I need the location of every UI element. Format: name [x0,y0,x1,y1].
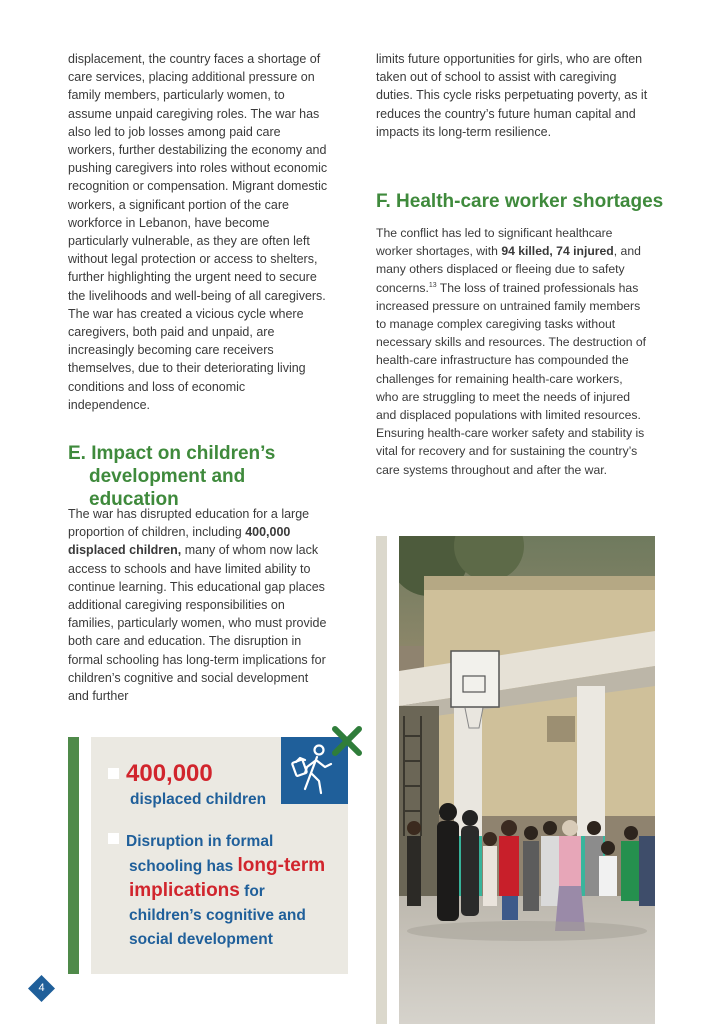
stat-number: 400,000 [126,760,213,787]
stat-label: displaced children [130,791,267,808]
point-red-emphasis: long-term implications [129,855,326,901]
point-part1: Disruption in formal [126,833,274,850]
section-e-heading-line1: E. Impact on children’s [68,443,276,464]
left-column-text [68,50,330,414]
page-number: 4 [38,982,45,994]
highlight-stat [108,760,308,810]
footnote-ref[interactable]: 13 [428,281,437,289]
section-f-heading: F. Health-care worker shortages [376,191,664,212]
photo-accent-bar [376,536,387,1024]
right-paragraph: limits future opportunities for girls, who are often taken out of school to assist with caregiving duties. This cycle risks perpetuating poverty, as it reduces the country’s future human capital and impacts its long-term resilience. [376,52,648,139]
point-part3: for children’s cognitive and social development [129,883,306,948]
section-f-text-1: The conflict has led to significant healthcare worker shortages, with [376,226,613,259]
section-f-text-3: The loss of trained professionals has increased pressure on untrained family members to manage complex caregiving tasks without necessary skills and resources. The destruction of health-care infrastructure has compounded the challenges for remaining health-care workers, who are struggling to meet the needs of injured and displaced populations with limited resources. Ensuring health-care worker safety and stability is vital for recovery and for sustaining the country’s care systems throughout and after the war. [376,280,647,477]
highlight-box-accent-bar [68,737,79,974]
left-paragraph: displacement, the country faces a shortage of care services, placing additional pressure on family members, particularly women, to assume unpaid caregiving roles. The war has also led to job losses among paid care workers, further destabilizing the economy and pushing caregivers into roles without economic recognition or compensation. Migrant domestic workers, a significant portion of the care workforce in Lebanon, have become particularly vulnerable, as they are often left without legal protection or access to shelters, further highlighting the urgent need to secure the livelihoods and well-being of all caregivers. The war has created a vicious cycle where caregivers, both paid and unpaid, are increasingly becoming care receivers themselves, due to their deteriorating living conditions and loss of economic independence. [68,52,328,412]
section-f-text-2: , and many others displaced or fleeing due to safety concerns. [376,244,641,295]
children-gathered-under-basketball-hoop-photo [399,536,655,1024]
section-f-paragraph [376,224,648,479]
bullet-square-icon [108,833,119,844]
section-e-paragraph [68,505,330,705]
x-mark-icon [330,724,364,758]
section-f-bold-stat: 94 killed, 74 injured [501,244,614,259]
highlight-point [108,830,328,952]
right-column-text [376,50,648,141]
section-e-heading [68,442,338,511]
section-e-text-1: The war has disrupted education for a large proportion of children, including [68,507,310,540]
section-e-bold-stat: 400,000 displaced children, [68,525,291,558]
section-e-text-2: many of whom now lack access to schools and have limited ability to continue learning. This educational gap places additional caregiving responsibilities on families, particularly women, who must provide both care and education. The disruption in formal schooling has long-term implications for children’s cognitive and social development and further [68,543,327,704]
point-part2: schooling has [129,858,238,875]
bullet-square-icon [108,768,119,779]
section-e-heading-line2: development and education [89,466,246,510]
